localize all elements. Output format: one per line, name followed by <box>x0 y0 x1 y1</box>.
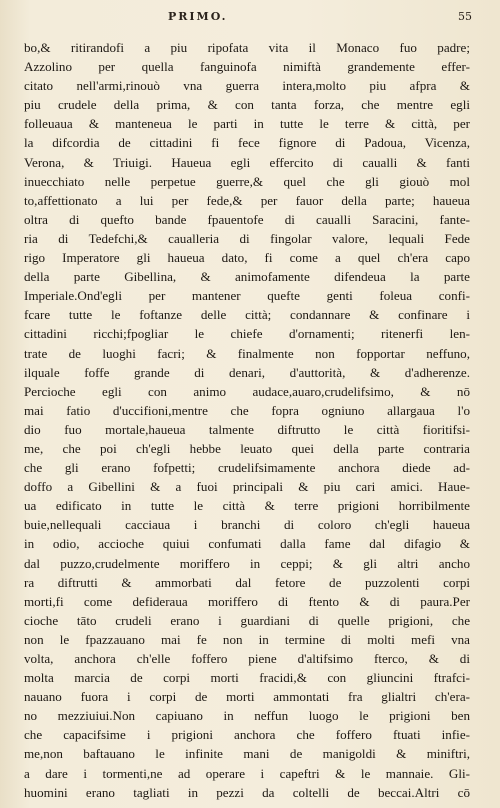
text-line: buie,nellequali cacciaua i branchi di coloro ch'egli haueua <box>24 517 470 533</box>
text-line: dio fuo mortale,haueua talmente diftrutto le città fioritifsi- <box>24 421 470 437</box>
text-line: in odio, accioche quiui confumati dalla fame dal difagio & <box>24 536 470 552</box>
text-line: trate de luoghi facri; & finalmente non fopportar neffuno, <box>24 345 470 361</box>
text-line: huomini erano tagliati in pezzi da coltelli de beccai.Altri cō <box>24 784 470 800</box>
text-line: to,affettionato a lui per fede,& per fauor della parte; haueua <box>24 192 470 208</box>
body-text <box>24 38 470 802</box>
text-line: che gli erano fofpetti; crudelifsimamente anchora diede ad- <box>24 460 470 476</box>
text-line: Verona, & Triuigi. Haueua egli effercito di caualli & fanti <box>24 154 470 170</box>
text-line: oltra di quefto bande fpauentofe di caualli Saracini, fante- <box>24 211 470 227</box>
text-line: piu crudele della prima, & con tanta forza, che mentre egli <box>24 97 470 113</box>
text-line: ra diftrutti & ammorbati dal fetore de puzzolenti corpi <box>24 574 470 590</box>
text-line: cittadini ricchi;fpogliar le chiefe d'ornamenti; ritenerfi len- <box>24 326 470 342</box>
text-line: ria di Tedefchi,& caualleria di fingolar valore, lequali Fede <box>24 230 470 246</box>
text-line: me,non baftauano le infinite mani de manigoldi & miniftri, <box>24 746 470 762</box>
text-line: cioche tāto crudeli erano i guardiani di quelle prigioni, che <box>24 612 470 628</box>
text-line: non le fpazzauano mai fe non in termine di molti mefi vna <box>24 631 470 647</box>
text-line: ua edificato in tutte le città & terre prigioni horribilmente <box>24 498 470 514</box>
text-line: molta marcia de corpi morti fracidi,& con gliuncini ftrafci- <box>24 670 470 686</box>
running-head: PRIMO. <box>168 10 228 23</box>
text-line: bo,& ritirandofi a piu ripofata vita il Monaco fuo padre; <box>24 40 470 55</box>
text-line: morti,fi come defideraua moriffero di ftento & di paura.Per <box>24 593 470 609</box>
text-line: Percioche egli con animo audace,auaro,crudelifsimo, & nō <box>24 383 470 399</box>
text-line: volta, anchora ch'elle foffero piene d'altifsimo fterco, & di <box>24 651 470 666</box>
text-line: che capacifsime i prigioni anchora che foffero ftuati infie- <box>24 727 470 743</box>
text-line: no mezziuiui.Non capiuano in neffun luogo le prigioni ben <box>24 708 470 724</box>
page-header <box>0 10 500 28</box>
text-line: nauano fuora i corpi de morti ammontati fra glialtri ch'era- <box>24 689 470 705</box>
text-line: me, che poi ch'egli hebbe leuato quei della parte contraria <box>24 440 470 456</box>
text-line: dal puzzo,crudelmente moriffero in ceppi; & gli altri ancho <box>24 555 470 571</box>
text-line: citato nell'armi,rinouò vna guerra intera,molto piu afpra & <box>24 78 470 94</box>
text-line: la difcordia de cittadini fi fece fignore di Padoua, Vicenza, <box>24 135 470 151</box>
text-line: Azzolino per quella fanguinofa nimiftà grandemente effer- <box>24 59 470 75</box>
text-line: inuecchiato nelle perpetue guerre,& quel che gli giouò mol <box>24 173 470 189</box>
text-line: doffo a Gibellini & a fuoi principali & piu cari amici. Haue- <box>24 479 470 495</box>
page-number: 55 <box>458 10 472 23</box>
text-line: fcare tutte le foftanze delle città; condannare & confinare i <box>24 307 470 323</box>
text-line: Imperiale.Ond'egli per mantener quefte genti foleua confi- <box>24 288 470 304</box>
text-line: della parte Gibellina, & animofamente difendeua la parte <box>24 269 470 285</box>
text-line: ilquale foffe grande di denari, d'auttorità, & d'adherenze. <box>24 364 470 380</box>
text-line: rigo Imperatore gli haueua dato, fi come a quel ch'era capo <box>24 250 470 266</box>
text-line: mai fatio d'uccifioni,mentre che fopra ogniuno allargaua l'o <box>24 402 470 418</box>
text-line: folleuaua & manteneua le parti in tutte le terre & città, per <box>24 116 470 132</box>
text-line: a dare i tormenti,ne ad operare i capeftri & le mannaie. Gli- <box>24 765 470 781</box>
